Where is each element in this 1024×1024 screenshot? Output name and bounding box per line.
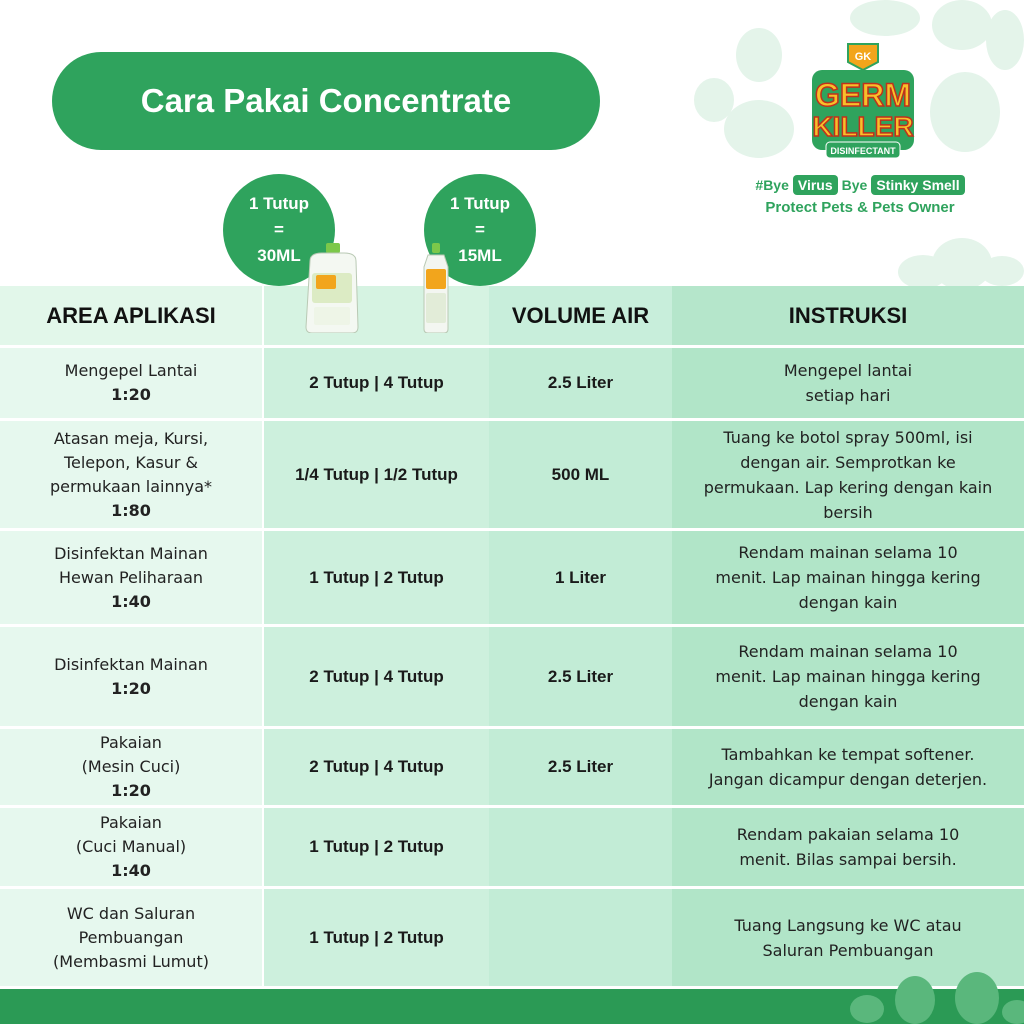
- dose-cell: 2 Tutup | 4 Tutup: [264, 348, 489, 418]
- instruction-cell: Tambahkan ke tempat softener. Jangan dicampur dengan deterjen.: [672, 729, 1024, 805]
- tag-protect: Protect Pets & Pets Owner: [765, 199, 955, 216]
- area-cell: [0, 348, 262, 418]
- tag-virus: Virus: [793, 175, 838, 195]
- volume-cell: 2.5 Liter: [489, 348, 672, 418]
- area-cell: [0, 889, 262, 986]
- volume-cell: 2.5 Liter: [489, 729, 672, 805]
- logo-text-killer: KILLER: [812, 111, 914, 142]
- dose-cell: 1 Tutup | 2 Tutup: [264, 889, 489, 986]
- area-text: (Mesin Cuci): [81, 757, 181, 776]
- logo-badge-text: GK: [854, 51, 872, 63]
- dose-cell: 1 Tutup | 2 Tutup: [264, 808, 489, 886]
- area-cell: [0, 627, 262, 726]
- table-row: [0, 889, 1024, 986]
- area-text: Telepon, Kasur &: [63, 452, 199, 472]
- area-text: (Membasmi Lumut): [53, 951, 209, 971]
- area-text: Hewan Peliharaan: [58, 567, 204, 587]
- volume-cell: 2.5 Liter: [489, 627, 672, 726]
- dose-cell: 1/4 Tutup | 1/2 Tutup: [264, 421, 489, 528]
- page-title: Cara Pakai Concentrate: [52, 52, 600, 150]
- tag-bye-1: #Bye: [755, 177, 789, 193]
- area-text: Disinfektan Mainan: [54, 543, 208, 563]
- volume-cell: 500 ML: [489, 421, 672, 528]
- cap-line-1: 1 Tutup: [248, 194, 310, 213]
- cap-line-2: =: [274, 220, 284, 239]
- table-row: [0, 421, 1024, 528]
- tag-stinky-smell: Stinky Smell: [871, 175, 964, 195]
- instruction-cell: Rendam mainan selama 10 menit. Lap mainan hingga kering dengan kain: [672, 627, 1024, 726]
- paw-decoration: [980, 256, 1024, 286]
- area-cell: [0, 531, 262, 624]
- instruction-cell: Tuang Langsung ke WC atau Saluran Pembuangan: [672, 889, 1024, 986]
- area-text: Disinfektan Mainan: [54, 654, 208, 674]
- logo-text-germ: GERM: [815, 77, 911, 113]
- ratio-text: 1:20: [111, 385, 151, 404]
- paw-decoration: [895, 976, 935, 1024]
- paw-decoration: [850, 995, 884, 1023]
- area-text: permukaan lainnya*: [49, 476, 213, 496]
- cap-line-2: =: [475, 220, 485, 239]
- paw-decoration: [955, 972, 999, 1024]
- paw-decoration: [930, 72, 1000, 152]
- cap-line-3: 15ML: [458, 246, 502, 265]
- dose-cell: 1 Tutup | 2 Tutup: [264, 531, 489, 624]
- paw-decoration: [736, 28, 782, 82]
- germ-killer-logo: [808, 40, 918, 168]
- table-row: [0, 348, 1024, 418]
- paw-decoration: [932, 0, 992, 50]
- table-row: [0, 729, 1024, 805]
- table-row: [0, 808, 1024, 886]
- table-header: [0, 286, 1024, 345]
- header-area: AREA APLIKASI: [0, 286, 262, 345]
- area-cell: [0, 729, 262, 805]
- table-row: [0, 531, 1024, 624]
- logo-text-disinfectant: DISINFECTANT: [830, 146, 896, 156]
- tagline: [700, 175, 1020, 216]
- header-dose: [264, 286, 489, 345]
- tag-bye-2: Bye: [841, 177, 868, 193]
- header-volume: VOLUME AIR: [489, 286, 672, 345]
- area-text: Mengepel Lantai: [64, 361, 198, 380]
- volume-cell: [489, 808, 672, 886]
- area-cell: [0, 421, 262, 528]
- dose-cell: 2 Tutup | 4 Tutup: [264, 627, 489, 726]
- cap-line-3: 30ML: [257, 246, 301, 265]
- ratio-text: 1:40: [111, 591, 151, 611]
- ratio-text: 1:40: [111, 861, 151, 880]
- area-text: WC dan Saluran: [66, 903, 196, 923]
- area-text: (Cuci Manual): [75, 837, 187, 856]
- area-text: Pakaian: [100, 813, 162, 832]
- area-text: Pembuangan: [78, 927, 184, 947]
- header-instruksi: INSTRUKSI: [672, 286, 1024, 345]
- cap-line-1: 1 Tutup: [449, 194, 511, 213]
- paw-decoration: [986, 10, 1024, 70]
- paw-decoration: [1002, 1000, 1024, 1024]
- ratio-text: 1:80: [111, 500, 151, 520]
- volume-cell: 1 Liter: [489, 531, 672, 624]
- table-row: [0, 627, 1024, 726]
- paw-decoration: [724, 100, 794, 158]
- bottle-large-image: [302, 243, 362, 333]
- dose-cell: 2 Tutup | 4 Tutup: [264, 729, 489, 805]
- instruction-cell: Mengepel lantai setiap hari: [672, 348, 1024, 418]
- area-cell: [0, 808, 262, 886]
- bottle-small-image: [418, 243, 454, 333]
- instruction-cell: Tuang ke botol spray 500ml, isi dengan air. Semprotkan ke permukaan. Lap kering dengan kain bersih: [672, 421, 1024, 528]
- instruction-cell: Rendam pakaian selama 10 menit. Bilas sampai bersih.: [672, 808, 1024, 886]
- ratio-text: 1:20: [111, 781, 151, 800]
- ratio-text: 1:20: [111, 678, 151, 698]
- area-text: Pakaian: [100, 733, 162, 752]
- instruction-cell: Rendam mainan selama 10 menit. Lap mainan hingga kering dengan kain: [672, 531, 1024, 624]
- area-text: Atasan meja, Kursi,: [53, 428, 209, 448]
- paw-decoration: [850, 0, 920, 36]
- volume-cell: [489, 889, 672, 986]
